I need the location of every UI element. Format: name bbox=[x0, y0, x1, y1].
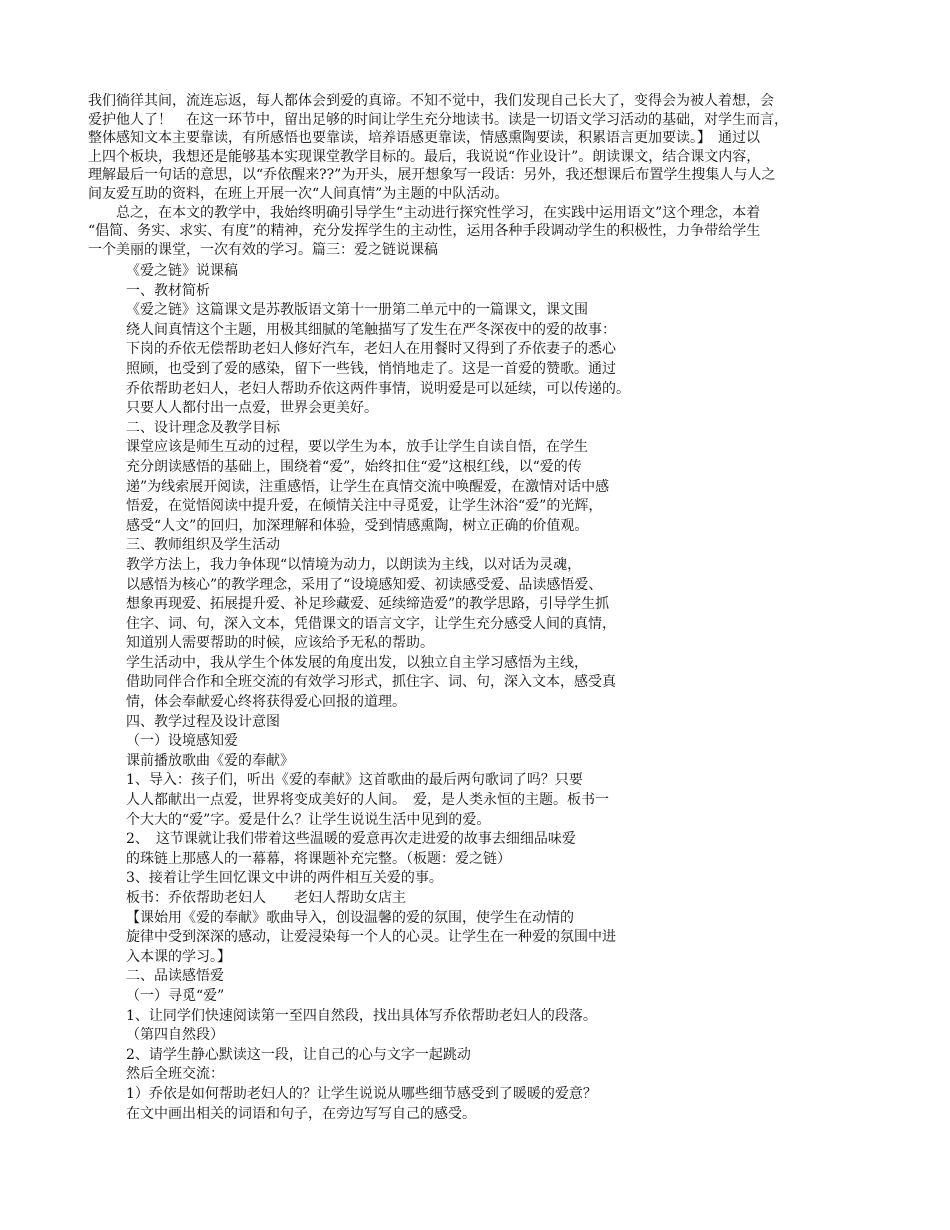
text-line: 悟爱，在觉悟阅读中提升爱，在倾情关注中寻觅爱，让学生沐浴“爱”的光辉， bbox=[126, 498, 603, 515]
text-line: 下岗的乔依无偿帮助老妇人修好汽车，老妇人在用餐时又得到了乔依妻子的悉心 bbox=[126, 341, 616, 358]
document-title: 《爱之链》说课稿 bbox=[126, 263, 238, 279]
text-line: 递”为线索展开阅读，注重感悟，让学生在真情交流中唤醒爱，在激情对话中感 bbox=[126, 478, 610, 495]
text-line: 我们徜徉其间，流连忘返，每人都体会到爱的真谛。不知不觉中，我们发现自己长大了，变得会为被人着想，会 bbox=[88, 93, 774, 109]
text-line: 绕人间真情这个主题，用极其细腻的笔触描写了发生在严冬深夜中的爱的故事： bbox=[126, 321, 616, 338]
section-heading: 二、品读感悟爱 bbox=[126, 968, 224, 985]
text-line: 课前播放歌曲《爱的奉献》 bbox=[126, 752, 294, 769]
text-line: 上四个板块，我想还是能够基本实现课堂教学目标的。最后，我说说“作业设计”。朗读课文，结合课文内容， bbox=[88, 148, 761, 165]
subsection-heading: （一）寻觅“爱” bbox=[126, 987, 225, 1004]
text-line: 在文中画出相关的词语和句子，在旁边写写自己的感受。 bbox=[126, 1105, 476, 1122]
text-line: 3、接着让学生回忆课文中讲的两件相互关爱的事。 bbox=[126, 870, 443, 887]
text-line: 【课始用《爱的奉献》歌曲导入，创设温馨的爱的氛围，使学生在动情的 bbox=[126, 909, 574, 926]
text-line: 只要人人都付出一点爱，世界会更美好。 bbox=[126, 400, 378, 417]
text-line: 个大大的“爱”字。爱是什么？让学生说说生活中见到的爱。 bbox=[126, 811, 491, 828]
text-line: 人人都献出一点爱，世界将变成美好的人间。 爱，是人类永恒的主题。板书一 bbox=[126, 792, 609, 809]
text-line: 住字、词、句，深入文本，凭借课文的语言文字，让学生充分感受人间的真情， bbox=[126, 615, 616, 632]
text-line: 以感悟为核心”的教学理念，采用了“设境感知爱、初读感受爱、品读感悟爱、 bbox=[126, 576, 603, 593]
lesson-plan-body bbox=[126, 262, 826, 1124]
section-heading: 三、教师组织及学生活动 bbox=[126, 537, 280, 554]
text-line: 《爱之链》这篇课文是苏教版语文第十一册第二单元中的一篇课文，课文围 bbox=[126, 302, 588, 319]
text-line: 旋律中受到深深的感动，让爱浸染每一个人的心灵。让学生在一种爱的氛围中进 bbox=[126, 929, 616, 946]
section-heading: 一、教材简析 bbox=[126, 282, 210, 299]
text-line: 借助同伴合作和全班交流的有效学习形式，抓住字、词、句，深入文本，感受真 bbox=[126, 674, 616, 691]
text-line: 乔依帮助老妇人，老妇人帮助乔依这两件事情，说明爱是可以延续，可以传递的。 bbox=[126, 380, 630, 397]
text-line: 学生活动中，我从学生个体发展的角度出发，以独立自主学习感悟为主线， bbox=[126, 654, 588, 671]
text-line: 1、导入：孩子们，听出《爱的奉献》这首歌曲的最后两句歌词了吗？只要 bbox=[126, 772, 583, 789]
text-line: 的珠链上那感人的一幕幕，将课题补充完整。（板题：爱之链） bbox=[126, 850, 511, 867]
text-line: 2、 这节课就让我们带着这些温暖的爱意再次走进爱的故事去细细品味爱 bbox=[126, 831, 576, 848]
text-line: 入本课的学习。】 bbox=[126, 948, 231, 965]
text-line: 板书：乔依帮助老妇人 老妇人帮助女店主 bbox=[126, 890, 406, 906]
text-line: 理解最后一句话的意思，以“乔依醒来??”为开头，展开想象写一段话：另外，我还想课后布置学生搜集人与人之 bbox=[88, 167, 776, 184]
text-line: （第四自然段） bbox=[126, 1027, 224, 1044]
text-line: 想象再现爱、拓展提升爱、补足珍藏爱、延续缔造爱”的教学思路，引导学生抓 bbox=[126, 596, 610, 613]
text-line: 教学方法上，我力争体现“以情境为动力，以朗读为主线，以对话为灵魂， bbox=[126, 556, 582, 573]
text-line: 2、请学生静心默读这一段，让自己的心与文字一起跳动 bbox=[126, 1046, 471, 1063]
text-line: 感受“人文”的回归，加深理解和体验，受到情感熏陶，树立正确的价值观。 bbox=[126, 517, 589, 534]
text-line: 一个美丽的课堂，一次有效的学习。篇三：爱之链说课稿 bbox=[88, 241, 438, 258]
text-line: 总之，在本文的教学中，我始终明确引导学生“主动进行探究性学习，在实践中运用语文”这个理念，本着 bbox=[88, 204, 761, 221]
section-heading: 二、设计理念及教学目标 bbox=[126, 419, 280, 436]
text-line: 情，体会奉献爱心终将获得爱心回报的道理。 bbox=[126, 694, 406, 711]
subsection-heading: （一）设境感知爱 bbox=[126, 733, 238, 750]
text-line: 课堂应该是师生互动的过程，要以学生为本，放手让学生自读自悟，在学生 bbox=[126, 439, 588, 456]
text-line: 爱护他人了！ 在这一环节中，留出足够的时间让学生充分地读书。读是一切语文学习活动的基础，对学生而言， bbox=[88, 111, 788, 128]
intro-paragraphs bbox=[88, 92, 864, 259]
text-line: 然后全班交流： bbox=[126, 1066, 224, 1083]
text-line: 知道别人需要帮助的时候，应该给予无私的帮助。 bbox=[126, 635, 434, 652]
text-line: 1、让同学们快速阅读第一至四自然段，找出具体写乔依帮助老妇人的段落。 bbox=[126, 1007, 597, 1024]
text-line: 照顾，也受到了爱的感染，留下一些钱，悄悄地走了。这是一首爱的赞歌。通过 bbox=[126, 360, 616, 377]
text-line: 充分朗读感悟的基础上，围绕着“爱”，始终扣住“爱”这根红线，以“爱的传 bbox=[126, 458, 582, 475]
text-line: 间友爱互助的资料，在班上开展一次“人间真情”为主题的中队活动。 bbox=[88, 185, 509, 202]
text-line: 1）乔依是如何帮助老妇人的？让学生说说从哪些细节感受到了暖暖的爱意？ bbox=[126, 1085, 597, 1102]
text-line: “倡简、务实、求实、有度”的精神，充分发挥学生的主动性，运用各种手段调动学生的积极性，力争带给学生 bbox=[88, 223, 761, 240]
section-heading: 四、教学过程及设计意图 bbox=[126, 713, 280, 730]
text-line: 整体感知文本主要靠读，有所感悟也要靠读，培养语感更靠读，情感熏陶要读，积累语言更加要读。】 通过以 bbox=[88, 130, 760, 147]
